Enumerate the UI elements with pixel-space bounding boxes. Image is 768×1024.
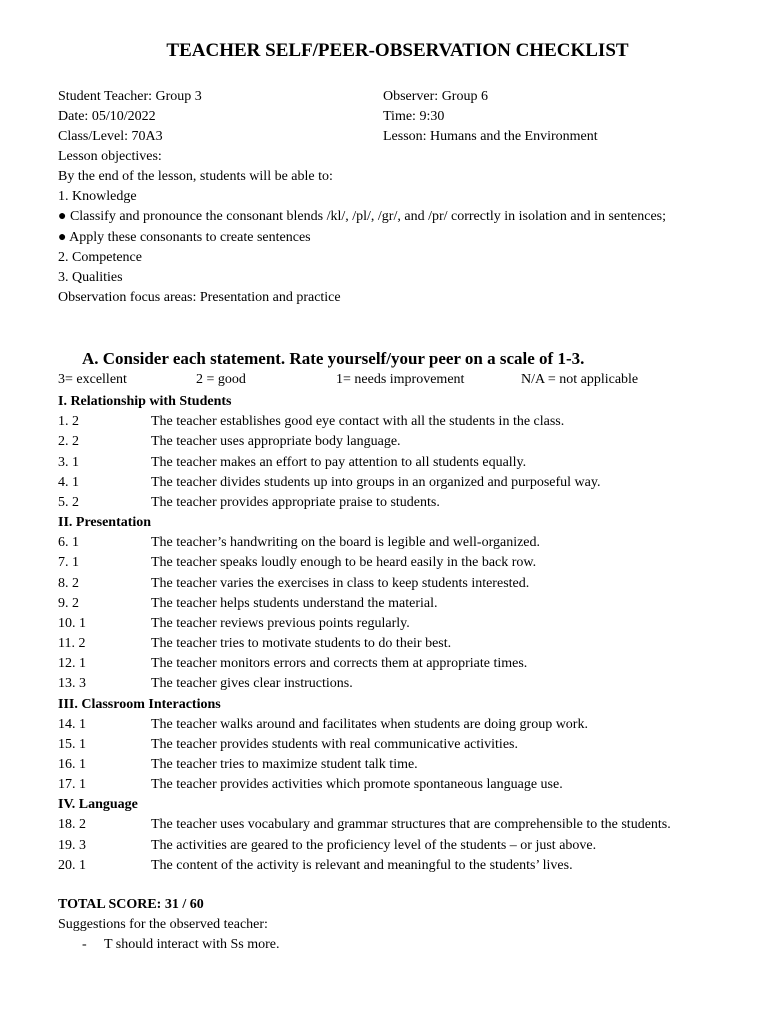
qualities-heading: 3. Qualities — [58, 270, 123, 285]
scale-item: 3= excellent — [58, 372, 127, 387]
item-statement: The teacher monitors errors and corrects them at appropriate times. — [151, 656, 528, 671]
item-statement: The teacher uses appropriate body language. — [151, 434, 401, 449]
item-statement: The teacher provides students with real communicative activities. — [151, 737, 518, 752]
item-statement: The teacher tries to maximize student talk time. — [151, 757, 418, 772]
item-score: 10. 1 — [58, 616, 86, 631]
student-teacher: Student Teacher: Group 3 — [58, 89, 202, 104]
item-statement: The teacher helps students understand the material. — [151, 596, 438, 611]
focus-areas: Observation focus areas: Presentation and practice — [58, 290, 341, 305]
item-score: 1. 2 — [58, 414, 79, 429]
group-heading: III. Classroom Interactions — [58, 697, 221, 712]
item-statement: The teacher’s handwriting on the board is legible and well-organized. — [151, 535, 541, 550]
suggestion-dash: - — [82, 937, 87, 952]
objectives-intro: By the end of the lesson, students will be able to: — [58, 169, 333, 184]
objective-bullet: ● Classify and pronounce the consonant blends /kl/, /pl/, /gr/, and /pr/ correctly in isolation and in sentences; — [58, 209, 666, 224]
section-a-heading: A. Consider each statement. Rate yourself/your peer on a scale of 1-3. — [82, 349, 585, 368]
item-score: 19. 3 — [58, 838, 86, 853]
time: Time: 9:30 — [383, 109, 445, 124]
item-score: 12. 1 — [58, 656, 86, 671]
total-score: TOTAL SCORE: 31 / 60 — [58, 897, 204, 912]
item-statement: The teacher walks around and facilitates when students are doing group work. — [151, 717, 588, 732]
item-score: 8. 2 — [58, 576, 79, 591]
class-level: Class/Level: 70A3 — [58, 129, 163, 144]
scale-item: N/A = not applicable — [521, 372, 639, 387]
item-score: 17. 1 — [58, 777, 86, 792]
item-statement: The teacher uses vocabulary and grammar structures that are comprehensible to the students. — [151, 817, 671, 832]
item-score: 6. 1 — [58, 535, 79, 550]
item-score: 15. 1 — [58, 737, 86, 752]
item-score: 5. 2 — [58, 495, 79, 510]
item-score: 3. 1 — [58, 455, 79, 470]
item-score: 9. 2 — [58, 596, 79, 611]
item-statement: The teacher gives clear instructions. — [151, 676, 353, 691]
item-statement: The teacher provides appropriate praise to students. — [151, 495, 440, 510]
item-statement: The content of the activity is relevant and meaningful to the students’ lives. — [151, 858, 573, 873]
competence-heading: 2. Competence — [58, 250, 142, 265]
item-score: 13. 3 — [58, 676, 86, 691]
item-score: 11. 2 — [58, 636, 86, 651]
item-statement: The teacher speaks loudly enough to be heard easily in the back row. — [151, 555, 537, 570]
item-statement: The teacher establishes good eye contact with all the students in the class. — [151, 414, 565, 429]
item-score: 20. 1 — [58, 858, 86, 873]
item-score: 16. 1 — [58, 757, 86, 772]
item-score: 14. 1 — [58, 717, 86, 732]
item-statement: The teacher varies the exercises in class to keep students interested. — [151, 576, 530, 591]
objectives-label: Lesson objectives: — [58, 149, 162, 164]
item-statement: The teacher tries to motivate students to do their best. — [151, 636, 452, 651]
page-title: TEACHER SELF/PEER-OBSERVATION CHECKLIST — [166, 40, 629, 61]
lesson: Lesson: Humans and the Environment — [383, 129, 598, 144]
suggestion-item: T should interact with Ss more. — [104, 937, 280, 952]
scale-item: 2 = good — [196, 372, 246, 387]
item-statement: The teacher makes an effort to pay attention to all students equally. — [151, 455, 527, 470]
item-statement: The teacher divides students up into groups in an organized and purposeful way. — [151, 475, 601, 490]
group-heading: IV. Language — [58, 797, 138, 812]
objective-bullet: ● Apply these consonants to create sentences — [58, 230, 311, 245]
group-heading: I. Relationship with Students — [58, 394, 232, 409]
group-heading: II. Presentation — [58, 515, 152, 530]
item-score: 7. 1 — [58, 555, 79, 570]
item-statement: The teacher reviews previous points regularly. — [151, 616, 410, 631]
suggestions-label: Suggestions for the observed teacher: — [58, 917, 268, 932]
item-score: 18. 2 — [58, 817, 86, 832]
item-score: 4. 1 — [58, 475, 79, 490]
item-score: 2. 2 — [58, 434, 79, 449]
item-statement: The teacher provides activities which promote spontaneous language use. — [151, 777, 563, 792]
observer: Observer: Group 6 — [383, 89, 488, 104]
date: Date: 05/10/2022 — [58, 109, 156, 124]
item-statement: The activities are geared to the proficiency level of the students – or just above. — [151, 838, 597, 853]
scale-item: 1= needs improvement — [336, 372, 465, 387]
knowledge-heading: 1. Knowledge — [58, 189, 137, 204]
